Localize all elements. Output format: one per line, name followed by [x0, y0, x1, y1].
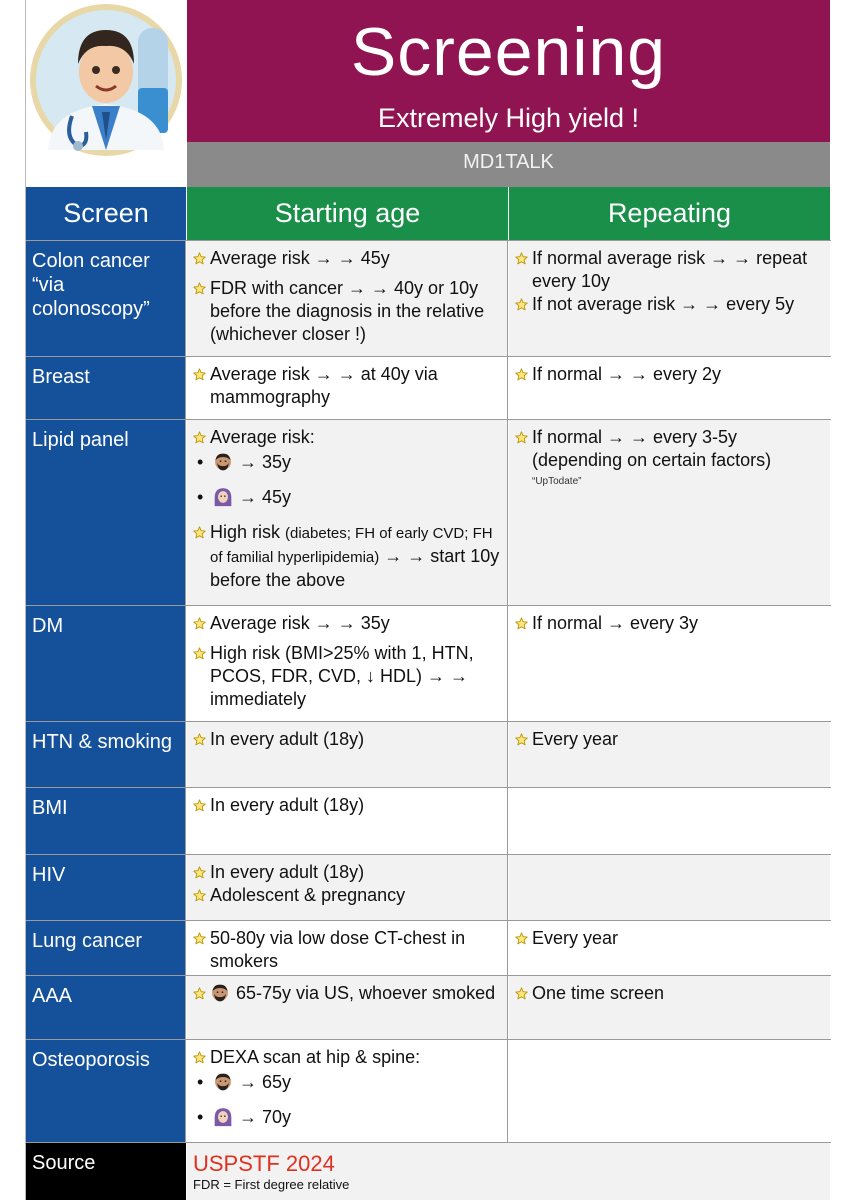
- repeating-cell: [509, 606, 830, 721]
- list-item: • → 35y: [197, 452, 292, 472]
- starting-age-cell: [187, 420, 508, 605]
- screen-label: Osteoporosis: [26, 1040, 186, 1142]
- table-header: [26, 187, 831, 240]
- list-item: If not average risk → → every 5y: [515, 293, 824, 316]
- source-label: Source: [26, 1143, 186, 1200]
- screen-label: HIV: [26, 855, 186, 920]
- list-item: 50-80y via low dose CT-chest in smokers: [193, 927, 501, 973]
- star-icon: [193, 1051, 206, 1064]
- list-item: In every adult (18y): [193, 728, 501, 751]
- star-icon: [193, 526, 206, 539]
- repeating-cell: [509, 1040, 830, 1142]
- column-header-repeating: Repeating: [509, 187, 830, 240]
- star-icon: [515, 298, 528, 311]
- star-icon: [193, 799, 206, 812]
- star-icon: [515, 617, 528, 630]
- starting-age-cell: [187, 921, 508, 975]
- repeating-cell: [509, 420, 830, 605]
- repeating-cell: [509, 976, 830, 1039]
- table-row-dm: [26, 605, 831, 721]
- table-row-breast: [26, 356, 831, 419]
- star-icon: [515, 368, 528, 381]
- star-icon: [515, 252, 528, 265]
- screen-label: DM: [26, 606, 186, 721]
- source-value-cell: [187, 1143, 830, 1200]
- table-row-lung-cancer: [26, 920, 831, 975]
- star-icon: [515, 431, 528, 444]
- list-item: In every adult (18y): [193, 861, 501, 884]
- column-header-screen: Screen: [26, 187, 186, 240]
- source-title: USPSTF 2024: [193, 1151, 335, 1176]
- screen-label: Lung cancer: [26, 921, 186, 975]
- list-item: FDR with cancer → → 40y or 10y before the diagnosis in the relative (whichever closer !): [193, 277, 501, 346]
- star-icon: [193, 647, 206, 660]
- man-face-icon: [213, 1072, 233, 1092]
- column-header-starting-age: Starting age: [187, 187, 508, 240]
- repeating-cell: [509, 241, 830, 356]
- starting-age-cell: [187, 606, 508, 721]
- table-row-bmi: [26, 787, 831, 854]
- list-item: If normal → → every 3-5y (depending on certain factors): [515, 426, 824, 472]
- logo-cell: [26, 0, 186, 187]
- starting-age-cell: [187, 855, 508, 920]
- screen-label: HTN & smoking: [26, 722, 186, 787]
- source-note: “UpTodate”: [532, 476, 582, 487]
- list-item: • → 45y: [197, 487, 292, 507]
- repeating-cell: [509, 921, 830, 975]
- star-icon: [193, 617, 206, 630]
- list-item: High risk (BMI>25% with 1, HTN, PCOS, FDR, CVD, ↓ HDL) → → immediately: [193, 642, 501, 711]
- star-icon: [193, 932, 206, 945]
- list-item: One time screen: [515, 982, 824, 1005]
- woman-hijab-icon: [213, 487, 233, 507]
- list-item: Adolescent & pregnancy: [193, 884, 501, 907]
- list-item: Every year: [515, 728, 824, 751]
- star-icon: [193, 431, 206, 444]
- starting-age-cell: [187, 357, 508, 419]
- list-item: Average risk → → at 40y via mammography: [193, 363, 501, 409]
- star-icon: [193, 733, 206, 746]
- list-item: Average risk:: [193, 426, 501, 449]
- screen-label: Breast: [26, 357, 186, 419]
- list-item: High risk (diabetes; FH of early CVD; FH of familial hyperlipidemia) → → start 10y before the above: [193, 521, 501, 592]
- list-item: Every year: [515, 927, 824, 950]
- list-item: If normal average risk → → repeat every 10y: [515, 247, 824, 293]
- list-item: Average risk → → 35y: [193, 612, 501, 635]
- table-row-htn-smoking: [26, 721, 831, 787]
- page-subtitle: Extremely High yield !: [377, 103, 640, 133]
- table-row-hiv: [26, 854, 831, 920]
- star-icon: [193, 889, 206, 902]
- star-icon: [193, 866, 206, 879]
- list-item: If normal → every 3y: [515, 612, 824, 635]
- star-icon: [515, 987, 528, 1000]
- repeating-cell: [509, 855, 830, 920]
- repeating-cell: [509, 722, 830, 787]
- star-icon: [515, 733, 528, 746]
- star-icon: [193, 282, 206, 295]
- list-item: In every adult (18y): [193, 794, 501, 817]
- repeating-cell: [509, 788, 830, 854]
- star-icon: [193, 368, 206, 381]
- screen-label: Colon cancer “via colonoscopy”: [26, 241, 186, 356]
- table-row-lipid-panel: [26, 419, 831, 605]
- screening-sheet: [25, 0, 830, 1200]
- screen-label: Lipid panel: [26, 420, 186, 605]
- list-item: DEXA scan at hip & spine:: [193, 1046, 501, 1069]
- list-item: 65-75y via US, whoever smoked: [193, 982, 501, 1005]
- list-item: • → 65y: [197, 1072, 292, 1092]
- screen-label: BMI: [26, 788, 186, 854]
- repeating-cell: [509, 357, 830, 419]
- woman-hijab-icon: [213, 1107, 233, 1127]
- title-block: [187, 0, 830, 142]
- list-item: • → 70y: [197, 1107, 292, 1127]
- starting-age-cell: [187, 788, 508, 854]
- list-item: If normal → → every 2y: [515, 363, 824, 386]
- starting-age-cell: [187, 241, 508, 356]
- source-note: FDR = First degree relative: [193, 1177, 350, 1192]
- table-row-osteoporosis: [26, 1039, 831, 1142]
- star-icon: [193, 987, 206, 1000]
- man-face-icon: [210, 983, 230, 1003]
- list-item: Average risk → → 45y: [193, 247, 501, 270]
- starting-age-cell: [187, 722, 508, 787]
- starting-age-cell: [187, 1040, 508, 1142]
- star-icon: [193, 252, 206, 265]
- table-row-colon-cancer: [26, 240, 831, 356]
- screen-label: AAA: [26, 976, 186, 1039]
- table-row-aaa: [26, 975, 831, 1039]
- starting-age-cell: [187, 976, 508, 1039]
- man-face-icon: [213, 452, 233, 472]
- source-row: [26, 1142, 831, 1200]
- star-icon: [515, 932, 528, 945]
- page-title: Screening: [350, 14, 667, 90]
- author-bar: MD1TALK: [187, 142, 830, 187]
- doctor-avatar-icon: [26, 0, 186, 187]
